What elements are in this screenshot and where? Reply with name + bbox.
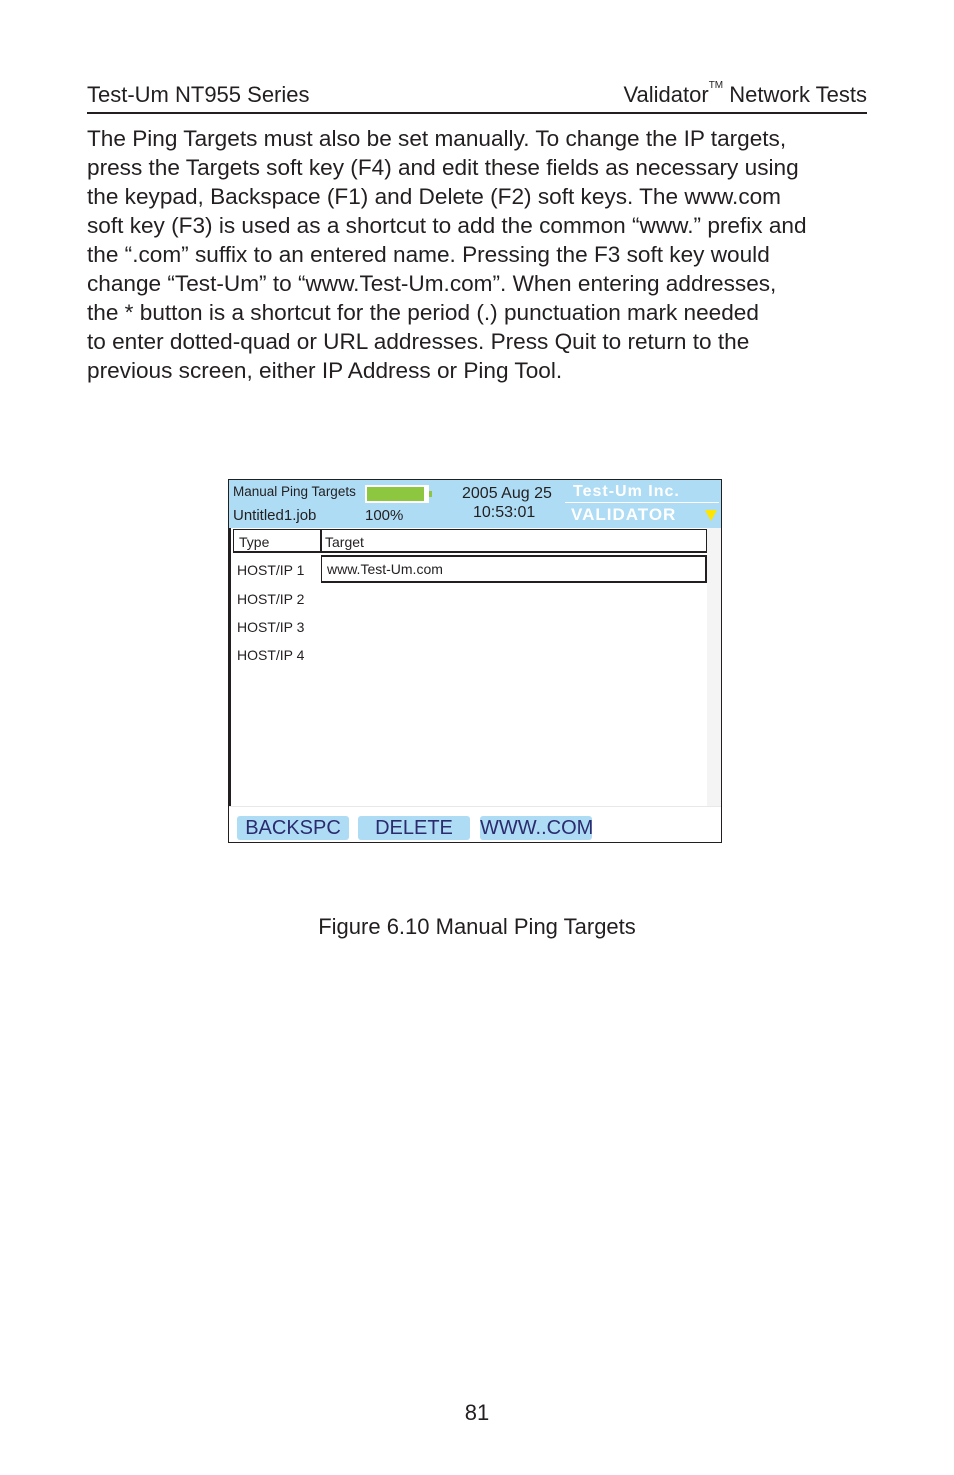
series-title: Test-Um NT955 Series (87, 82, 310, 107)
screen-title: Manual Ping Targets (233, 484, 356, 499)
logo-divider (565, 502, 719, 503)
body-paragraph: The Ping Targets must also be set manually. To change the IP targets, press the Targets soft key (F4) and edit these fields as necessary using the keypad, Backspace (F1) and Delete (F2) soft keys. The www.com soft key (F3) is used as a shortcut to add the common “www.” prefix and the “.com” suffix to an entered name. Pressing the F3 soft key would change “Test-Um” to “www.Test-Um.com”. When entering addresses, the * button is a shortcut for the period (.) punctuation mark needed to enter dotted-quad or URL addresses. Press Quit to return to the previous screen, either IP Address or Ping Tool. (87, 126, 807, 383)
time-readout: 10:53:01 (473, 504, 536, 521)
www-com-softkey[interactable]: WWW..COM (480, 817, 594, 839)
section-title-prefix: Validator (623, 82, 709, 107)
section-title (623, 82, 867, 108)
trademark-mark: TM (708, 80, 724, 91)
figure-caption: Figure 6.10 Manual Ping Targets (318, 914, 636, 939)
device-screen (228, 479, 722, 843)
scrollbar-track[interactable] (707, 528, 722, 806)
softkey-bar (229, 806, 721, 843)
table-row-type[interactable]: HOST/IP 3 (237, 619, 305, 635)
table-row-type[interactable]: HOST/IP 4 (237, 647, 305, 663)
job-name: Untitled1.job (233, 507, 317, 524)
battery-nub (429, 491, 432, 497)
backspace-softkey[interactable]: BACKSPC (237, 816, 349, 840)
company-logo: Test-Um Inc. (573, 483, 680, 500)
column-header-target: Target (321, 529, 707, 553)
target-input[interactable]: www.Test-Um.com (321, 555, 707, 583)
validator-logo: VALIDATOR (571, 505, 677, 524)
battery-percent: 100% (365, 507, 404, 524)
delete-softkey[interactable]: DELETE (358, 816, 470, 840)
table-row-type[interactable]: HOST/IP 2 (237, 591, 305, 607)
running-header (87, 82, 867, 114)
battery-icon (365, 485, 429, 503)
table-row-type[interactable]: HOST/IP 1 (237, 562, 305, 578)
targets-table (229, 528, 721, 806)
dropdown-arrow-icon[interactable] (705, 510, 717, 521)
section-title-suffix: Network Tests (723, 82, 867, 107)
date-readout: 2005 Aug 25 (462, 485, 552, 502)
column-header-type: Type (233, 529, 321, 553)
status-bar (229, 480, 721, 528)
battery-fill (367, 487, 424, 501)
page-number: 81 (464, 1400, 490, 1425)
